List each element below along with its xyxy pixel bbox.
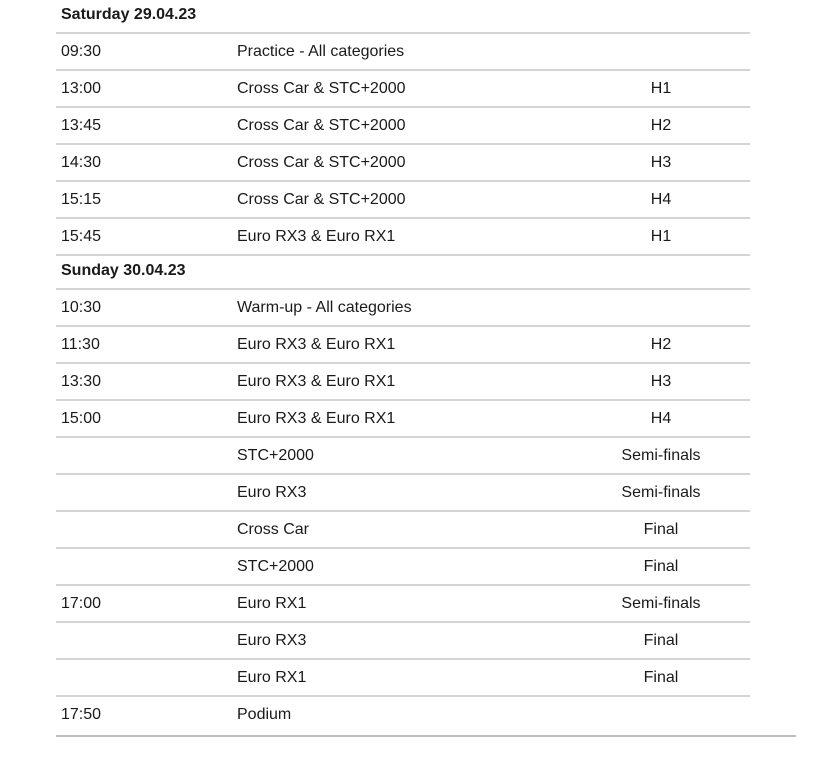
schedule-row: [56, 290, 750, 327]
row-time: 17:50: [61, 706, 102, 723]
row-event: Euro RX3 & Euro RX1: [237, 228, 396, 245]
row-heat: H3: [650, 373, 672, 390]
day-header-saturday: [56, 0, 750, 34]
schedule-row: [56, 549, 750, 586]
row-time: 15:00: [61, 410, 102, 427]
schedule-row: [56, 623, 750, 660]
row-time: 11:30: [61, 336, 100, 353]
schedule-table: [56, 0, 750, 734]
schedule-row: [56, 108, 750, 145]
row-event: Podium: [237, 706, 292, 723]
row-heat: H1: [650, 228, 672, 245]
schedule-row: [56, 34, 750, 71]
row-event: STC+2000: [237, 558, 314, 575]
row-heat: Final: [643, 632, 679, 649]
row-time: 14:30: [61, 154, 102, 171]
row-event: Euro RX3 & Euro RX1: [237, 373, 396, 390]
row-event: Euro RX3 & Euro RX1: [237, 410, 396, 427]
schedule-row: [56, 512, 750, 549]
row-heat: Final: [643, 669, 679, 686]
schedule-row: [56, 401, 750, 438]
row-event: Euro RX3: [237, 632, 307, 649]
row-event: Cross Car & STC+2000: [237, 154, 406, 171]
row-event: Cross Car & STC+2000: [237, 117, 406, 134]
row-heat: Final: [643, 558, 679, 575]
row-event: Euro RX1: [237, 669, 307, 686]
row-time: 17:00: [61, 595, 102, 612]
row-event: Euro RX1: [237, 595, 307, 612]
row-heat: H3: [650, 154, 672, 171]
schedule-row: [56, 660, 750, 697]
row-time: 10:30: [61, 299, 102, 316]
day-header-sunday: [56, 256, 750, 290]
row-time: 15:45: [61, 228, 102, 245]
row-heat: Final: [643, 521, 679, 538]
row-time: 15:15: [61, 191, 102, 208]
day-label: Sunday 30.04.23: [61, 262, 186, 279]
schedule-row: [56, 697, 750, 734]
row-heat: H1: [650, 80, 672, 97]
schedule-row: [56, 145, 750, 182]
row-event: Practice - All categories: [237, 43, 405, 60]
row-heat: H4: [650, 191, 672, 208]
schedule-row: [56, 182, 750, 219]
row-time: 13:30: [61, 373, 102, 390]
schedule-row: [56, 438, 750, 475]
row-event: Euro RX3 & Euro RX1: [237, 336, 396, 353]
row-heat: H4: [650, 410, 672, 427]
row-heat: Semi-finals: [621, 595, 701, 612]
schedule-row: [56, 475, 750, 512]
row-time: 13:00: [61, 80, 102, 97]
row-event: Warm-up - All categories: [237, 299, 412, 316]
schedule-row: [56, 71, 750, 108]
row-event: STC+2000: [237, 447, 314, 464]
schedule-row: [56, 586, 750, 623]
row-time: 13:45: [61, 117, 102, 134]
row-heat: Semi-finals: [621, 484, 701, 501]
row-heat: H2: [650, 336, 672, 353]
row-heat: Semi-finals: [621, 447, 701, 464]
schedule-row: [56, 219, 750, 256]
row-event: Euro RX3: [237, 484, 307, 501]
row-event: Cross Car & STC+2000: [237, 191, 406, 208]
schedule-row: [56, 327, 750, 364]
bottom-divider: [56, 735, 796, 737]
schedule-row: [56, 364, 750, 401]
row-event: Cross Car: [237, 521, 310, 538]
row-event: Cross Car & STC+2000: [237, 80, 406, 97]
row-heat: H2: [650, 117, 672, 134]
row-time: 09:30: [61, 43, 102, 60]
day-label: Saturday 29.04.23: [61, 6, 197, 23]
